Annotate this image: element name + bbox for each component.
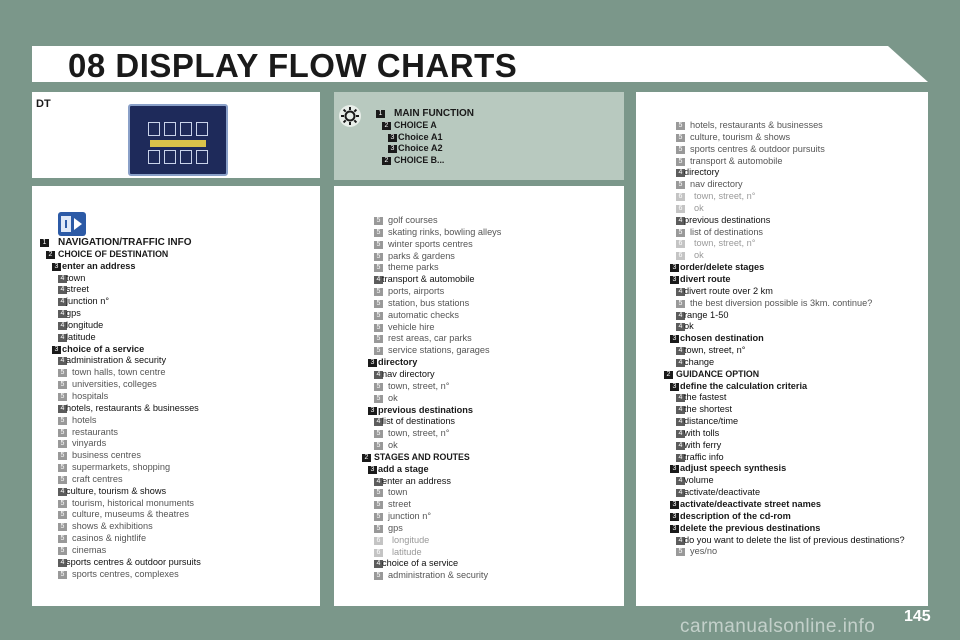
item-label: nav directory bbox=[382, 368, 435, 379]
level-badge: 5 bbox=[374, 217, 383, 225]
level-badge: 4 bbox=[374, 371, 383, 379]
level-badge: 5 bbox=[676, 229, 685, 237]
item-label: theme parks bbox=[388, 262, 439, 273]
level-badge: 6 bbox=[676, 205, 685, 213]
item-label: enter an address bbox=[382, 475, 451, 486]
level-badge: 4 bbox=[676, 442, 685, 450]
screen-cell-icon bbox=[180, 122, 192, 136]
level-badge: 5 bbox=[58, 500, 67, 508]
item-label: station, bus stations bbox=[388, 297, 470, 308]
item-label: latitude bbox=[66, 331, 96, 342]
level-badge: 5 bbox=[374, 229, 383, 237]
item-label: administration & security bbox=[388, 570, 489, 581]
level-badge: 5 bbox=[58, 511, 67, 519]
level-badge: 5 bbox=[374, 489, 383, 497]
item-label: delete the previous destinations bbox=[680, 522, 821, 533]
item-label: chosen destination bbox=[680, 333, 764, 344]
item-label: automatic checks bbox=[388, 309, 459, 320]
item-label: distance/time bbox=[684, 416, 739, 427]
level-badge: 5 bbox=[58, 369, 67, 377]
level-badge: 5 bbox=[58, 571, 67, 579]
level-badge: 5 bbox=[58, 429, 67, 437]
level-badge: 5 bbox=[58, 381, 67, 389]
level-badge: 5 bbox=[374, 442, 383, 450]
level-badge: 4 bbox=[676, 430, 685, 438]
item-label: longitude bbox=[392, 534, 430, 545]
level-badge: 4 bbox=[676, 312, 685, 320]
item-label: Choice A2 bbox=[398, 143, 443, 154]
page-title: 08 DISPLAY FLOW CHARTS bbox=[68, 47, 518, 84]
navigation-icon bbox=[58, 212, 86, 236]
item-label: universities, colleges bbox=[72, 379, 157, 390]
level-badge: 5 bbox=[58, 417, 67, 425]
item-label: ok bbox=[388, 440, 398, 451]
item-label: town, street, n° bbox=[684, 345, 746, 356]
level-badge: 4 bbox=[676, 359, 685, 367]
item-label: description of the cd-rom bbox=[680, 510, 791, 521]
item-label: service stations, garages bbox=[388, 345, 490, 356]
level-badge: 4 bbox=[676, 323, 685, 331]
item-label: CHOICE A bbox=[394, 119, 437, 130]
dt-label: DT bbox=[36, 98, 51, 110]
item-label: ok bbox=[694, 202, 704, 213]
item-label: junction n° bbox=[66, 296, 110, 307]
level-badge: 5 bbox=[676, 300, 685, 308]
item-label: junction n° bbox=[388, 511, 432, 522]
level-badge: 4 bbox=[676, 489, 685, 497]
level-badge: 5 bbox=[676, 158, 685, 166]
level-badge: 5 bbox=[374, 335, 383, 343]
item-label: directory bbox=[684, 167, 720, 178]
item-label: gps bbox=[388, 522, 403, 533]
item-label: ok bbox=[684, 321, 694, 332]
level-badge: 3 bbox=[670, 465, 679, 473]
level-badge: 4 bbox=[676, 406, 685, 414]
level-badge: 6 bbox=[676, 193, 685, 201]
level-badge: 5 bbox=[676, 181, 685, 189]
item-label: previous destinations bbox=[684, 214, 771, 225]
level-badge: 5 bbox=[374, 501, 383, 509]
level-badge: 3 bbox=[670, 501, 679, 509]
legend-panel bbox=[334, 92, 624, 180]
level-badge: 4 bbox=[374, 478, 383, 486]
item-label: Choice A1 bbox=[398, 131, 443, 142]
item-label: do you want to delete the list of previous destinations? bbox=[684, 534, 905, 545]
item-label: skating rinks, bowling alleys bbox=[388, 226, 502, 237]
item-label: town halls, town centre bbox=[72, 367, 166, 378]
item-label: NAVIGATION/TRAFFIC INFO bbox=[58, 237, 192, 248]
level-badge: 4 bbox=[676, 169, 685, 177]
item-label: craft centres bbox=[72, 473, 123, 484]
screen-cell-icon bbox=[196, 150, 208, 164]
level-badge: 5 bbox=[374, 383, 383, 391]
item-label: hotels, restaurants & businesses bbox=[690, 120, 823, 130]
level-badge: 3 bbox=[670, 264, 679, 272]
item-label: with ferry bbox=[684, 439, 722, 450]
level-badge: 4 bbox=[676, 418, 685, 426]
level-badge: 5 bbox=[374, 253, 383, 261]
item-label: rest areas, car parks bbox=[388, 333, 472, 344]
item-label: activate/deactivate bbox=[684, 487, 761, 498]
level-badge: 3 bbox=[368, 407, 377, 415]
level-badge: 1 bbox=[40, 239, 49, 247]
level-badge: 5 bbox=[58, 440, 67, 448]
item-label: casinos & nightlife bbox=[72, 533, 147, 544]
level-badge: 3 bbox=[670, 335, 679, 343]
page-number: 145 bbox=[904, 608, 931, 625]
item-label: hotels bbox=[72, 414, 97, 425]
level-badge: 5 bbox=[374, 288, 383, 296]
level-badge: 5 bbox=[374, 300, 383, 308]
level-badge: 5 bbox=[374, 525, 383, 533]
level-badge: 4 bbox=[58, 559, 67, 567]
screen-cell-icon bbox=[148, 150, 160, 164]
level-badge: 4 bbox=[58, 298, 67, 306]
level-badge: 6 bbox=[676, 240, 685, 248]
item-label: winter sports centres bbox=[388, 238, 473, 249]
level-badge: 5 bbox=[374, 264, 383, 272]
level-badge: 5 bbox=[374, 241, 383, 249]
item-label: town bbox=[388, 487, 408, 498]
item-label: hospitals bbox=[72, 390, 109, 401]
level-badge: 1 bbox=[376, 110, 385, 118]
level-badge: 3 bbox=[368, 359, 377, 367]
level-badge: 2 bbox=[382, 157, 391, 165]
level-badge: 5 bbox=[374, 347, 383, 355]
level-badge: 2 bbox=[362, 454, 371, 462]
level-badge: 3 bbox=[670, 513, 679, 521]
level-badge: 4 bbox=[58, 357, 67, 365]
level-badge: 4 bbox=[676, 537, 685, 545]
item-label: add a stage bbox=[378, 463, 429, 474]
item-label: directory bbox=[378, 357, 418, 368]
level-badge: 5 bbox=[58, 393, 67, 401]
item-label: change bbox=[684, 356, 715, 367]
level-badge: 5 bbox=[58, 476, 67, 484]
item-label: culture, museums & theatres bbox=[72, 509, 189, 520]
item-label: order/delete stages bbox=[680, 262, 765, 273]
level-badge: 5 bbox=[676, 134, 685, 142]
level-badge: 5 bbox=[58, 464, 67, 472]
level-badge: 5 bbox=[58, 452, 67, 460]
level-badge: 4 bbox=[58, 488, 67, 496]
item-label: MAIN FUNCTION bbox=[394, 108, 474, 119]
screen-cell-icon bbox=[180, 150, 192, 164]
item-label: vinyards bbox=[72, 438, 107, 449]
item-label: street bbox=[388, 499, 411, 510]
level-badge: 5 bbox=[374, 572, 383, 580]
item-label: parks & gardens bbox=[388, 250, 455, 261]
settings-gear-icon bbox=[338, 104, 362, 128]
item-label: latitude bbox=[392, 546, 422, 557]
item-label: culture, tourism & shows bbox=[690, 131, 791, 142]
item-label: GUIDANCE OPTION bbox=[676, 368, 760, 379]
item-label: hotels, restaurants & businesses bbox=[66, 402, 199, 413]
item-label: town, street, n° bbox=[694, 238, 756, 249]
level-badge: 5 bbox=[374, 312, 383, 320]
level-badge: 3 bbox=[388, 145, 397, 153]
item-label: activate/deactivate street names bbox=[680, 499, 821, 509]
item-label: business centres bbox=[72, 450, 141, 461]
level-badge: 4 bbox=[676, 288, 685, 296]
item-label: supermarkets, shopping bbox=[72, 462, 171, 473]
level-badge: 4 bbox=[676, 477, 685, 485]
level-badge: 5 bbox=[374, 513, 383, 521]
level-badge: 3 bbox=[388, 134, 397, 142]
level-badge: 4 bbox=[676, 217, 685, 225]
item-label: with tolls bbox=[684, 427, 720, 438]
item-label: sports centres, complexes bbox=[72, 568, 179, 579]
item-label: nav directory bbox=[690, 179, 743, 190]
level-badge: 3 bbox=[368, 466, 377, 474]
item-label: CHOICE B... bbox=[394, 155, 445, 166]
level-badge: 4 bbox=[676, 347, 685, 355]
level-badge: 4 bbox=[374, 418, 383, 426]
item-label: list of destinations bbox=[690, 226, 764, 237]
level-badge: 3 bbox=[670, 383, 679, 391]
item-label: previous destinations bbox=[378, 404, 473, 415]
screen-cell-icon bbox=[148, 122, 160, 136]
level-badge: 2 bbox=[46, 251, 55, 259]
level-badge: 4 bbox=[58, 322, 67, 330]
level-badge: 2 bbox=[382, 122, 391, 130]
level-badge: 5 bbox=[676, 122, 685, 130]
item-label: sports centres & outdoor pursuits bbox=[690, 143, 825, 154]
screen-cell-icon bbox=[164, 122, 176, 136]
level-badge: 3 bbox=[52, 346, 61, 354]
level-badge: 4 bbox=[58, 310, 67, 318]
item-label: STAGES AND ROUTES bbox=[374, 451, 470, 462]
item-label: yes/no bbox=[690, 546, 718, 557]
level-badge: 5 bbox=[374, 430, 383, 438]
banner-corner bbox=[888, 46, 928, 82]
item-label: sports centres & outdoor pursuits bbox=[66, 556, 201, 567]
item-label: town, street, n° bbox=[388, 428, 450, 439]
item-label: culture, tourism & shows bbox=[66, 485, 167, 496]
item-label: ports, airports bbox=[388, 286, 445, 297]
level-badge: 5 bbox=[676, 548, 685, 556]
item-label: cinemas bbox=[72, 544, 107, 555]
level-badge: 5 bbox=[374, 324, 383, 332]
item-label: divert route over 2 km bbox=[684, 285, 773, 296]
item-label: ok bbox=[388, 392, 398, 403]
item-label: divert route bbox=[680, 273, 731, 284]
item-label: shows & exhibitions bbox=[72, 521, 153, 532]
level-badge: 4 bbox=[374, 560, 383, 568]
level-badge: 3 bbox=[670, 276, 679, 284]
level-badge: 4 bbox=[676, 454, 685, 462]
level-badge: 4 bbox=[58, 286, 67, 294]
screen-thumbnail bbox=[128, 104, 228, 176]
item-label: choice of a service bbox=[382, 558, 459, 569]
item-label: transport & automobile bbox=[690, 155, 783, 166]
level-badge: 4 bbox=[58, 405, 67, 413]
item-label: CHOICE OF DESTINATION bbox=[58, 248, 169, 259]
item-label: town, street, n° bbox=[694, 191, 756, 202]
level-badge: 5 bbox=[58, 547, 67, 555]
item-label: ok bbox=[694, 250, 704, 261]
level-badge: 2 bbox=[664, 371, 673, 379]
item-label: street bbox=[66, 284, 89, 295]
item-label: longitude bbox=[66, 319, 104, 330]
level-badge: 5 bbox=[676, 146, 685, 154]
screen-cell-icon bbox=[164, 150, 176, 164]
level-badge: 5 bbox=[58, 535, 67, 543]
level-badge: 3 bbox=[52, 263, 61, 271]
item-label: define the calculation criteria bbox=[680, 380, 808, 391]
screen-highlight-bar bbox=[150, 140, 206, 147]
level-badge: 3 bbox=[670, 525, 679, 533]
item-label: adjust speech synthesis bbox=[680, 463, 787, 474]
level-badge: 4 bbox=[58, 334, 67, 342]
item-label: traffic info bbox=[684, 451, 724, 462]
item-label: the shortest bbox=[684, 404, 733, 415]
item-label: the fastest bbox=[684, 392, 727, 403]
item-label: vehicle hire bbox=[388, 321, 435, 332]
item-label: transport & automobile bbox=[382, 274, 475, 285]
item-label: volume bbox=[684, 475, 714, 486]
item-label: town, street, n° bbox=[388, 380, 450, 391]
screen-cell-icon bbox=[196, 122, 208, 136]
level-badge: 5 bbox=[58, 523, 67, 531]
level-badge: 4 bbox=[58, 275, 67, 283]
watermark: carmanualsonline.info bbox=[680, 616, 876, 637]
level-badge: 4 bbox=[676, 394, 685, 402]
level-badge: 6 bbox=[374, 537, 383, 545]
item-label: tourism, historical monuments bbox=[72, 497, 195, 508]
level-badge: 6 bbox=[676, 252, 685, 260]
item-label: list of destinations bbox=[382, 416, 456, 427]
item-label: town bbox=[66, 272, 86, 283]
level-badge: 6 bbox=[374, 549, 383, 557]
item-label: restaurants bbox=[72, 426, 118, 437]
level-badge: 5 bbox=[374, 395, 383, 403]
item-label: enter an address bbox=[62, 260, 136, 271]
item-label: choice of a service bbox=[62, 343, 145, 354]
item-label: range 1-50 bbox=[684, 309, 729, 320]
item-label: gps bbox=[66, 308, 81, 319]
item-label: the best diversion possible is 3km. continue? bbox=[690, 297, 873, 308]
item-label: golf courses bbox=[388, 215, 438, 225]
item-label: administration & security bbox=[66, 355, 167, 366]
level-badge: 4 bbox=[374, 276, 383, 284]
